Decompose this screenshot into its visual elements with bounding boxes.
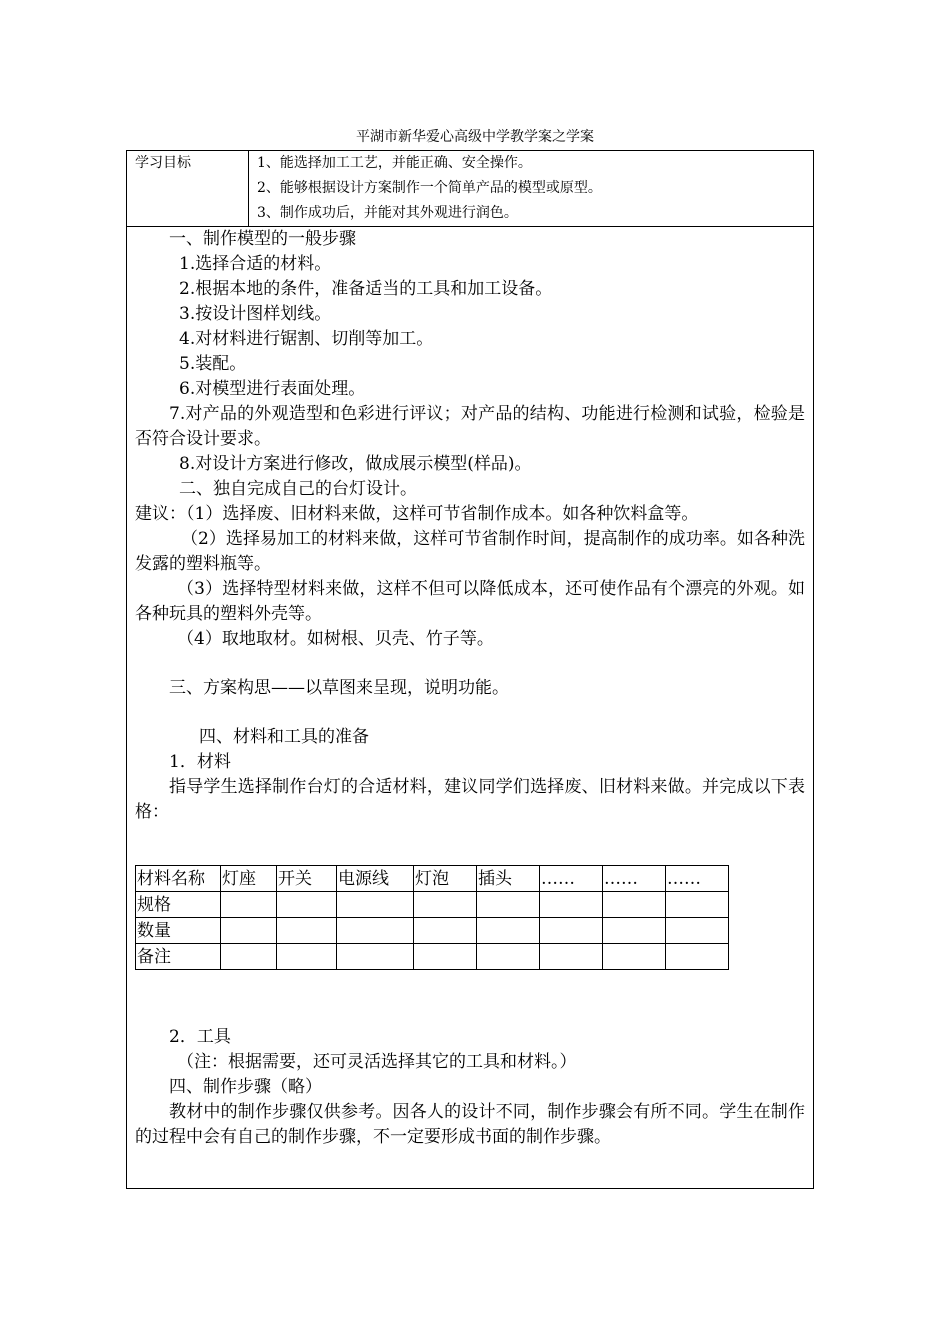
materials-text: 指导学生选择制作台灯的合适材料，建议同学们选择废、旧材料来做。并完成以下表格： [135,777,805,822]
table-cell[interactable] [540,918,603,944]
table-row [136,892,729,918]
table-cell[interactable] [477,918,540,944]
table-cell[interactable] [603,918,666,944]
table-cell[interactable] [666,918,729,944]
table-cell[interactable] [540,892,603,918]
objectives-label: 学习目标 [127,151,249,226]
table-cell[interactable] [666,892,729,918]
step-item: 4.对材料进行锯割、切削等加工。 [179,329,434,349]
table-cell[interactable] [414,944,477,970]
row-label: 备注 [136,944,221,970]
table-header-cell: 灯泡 [414,866,477,892]
step-item: 2.根据本地的条件，准备适当的工具和加工设备。 [179,279,553,299]
table-cell[interactable] [540,944,603,970]
table-row [136,944,729,970]
suggestion-item: （4）取地取材。如树根、贝壳、竹子等。 [177,629,494,649]
table-header-cell: …… [603,866,666,892]
table-header-cell: 电源线 [337,866,414,892]
table-cell[interactable] [603,892,666,918]
step-item: 1.选择合适的材料。 [179,254,332,274]
objective-item: 1、能选择加工工艺，并能正确、安全操作。 [257,155,532,171]
row-label: 规格 [136,892,221,918]
lesson-tail [135,1025,805,1150]
table-cell[interactable] [221,918,277,944]
suggestion-item: （3）选择特型材料来做，这样不但可以降低成本，还可使作品有个漂亮的外观。如各种玩具的塑料外壳等。 [135,579,805,624]
table-cell[interactable] [221,892,277,918]
objectives-list [249,151,813,226]
step-item: 6.对模型进行表面处理。 [179,379,366,399]
step-item: 7.对产品的外观造型和色彩进行评议；对产品的结构、功能进行检测和试验，检验是否符合设计要求。 [135,404,805,449]
table-cell[interactable] [277,892,337,918]
section3-heading: 三、方案构思——以草图来呈现，说明功能。 [169,678,509,698]
table-cell[interactable] [477,944,540,970]
section4-heading: 四、材料和工具的准备 [199,727,369,747]
materials-subheading: 1．材料 [169,752,231,772]
table-cell[interactable] [666,944,729,970]
section2-heading: 二、独自完成自己的台灯设计。 [179,479,417,499]
table-header-cell: 插头 [477,866,540,892]
page-title: 平湖市新华爱心高级中学教学案之学案 [356,129,594,145]
lesson-table [126,150,814,1189]
table-row [136,918,729,944]
tools-note: （注：根据需要，还可灵活选择其它的工具和材料。） [177,1052,577,1072]
table-header-cell: …… [540,866,603,892]
table-cell[interactable] [277,944,337,970]
table-cell[interactable] [337,944,414,970]
objective-item: 3、制作成功后，并能对其外观进行润色。 [257,205,518,221]
table-header-row [136,866,729,892]
table-cell[interactable] [414,892,477,918]
objective-item: 2、能够根据设计方案制作一个简单产品的模型或原型。 [257,180,602,196]
table-header-cell: 材料名称 [136,866,221,892]
suggestion-item: （2）选择易加工的材料来做，这样可节省制作时间，提高制作的成功率。如各种洗发露的塑料瓶等。 [135,529,805,574]
section5-text: 教材中的制作步骤仅供参考。因各人的设计不同，制作步骤会有所不同。学生在制作的过程中会有自己的制作步骤，不一定要形成书面的制作步骤。 [135,1102,805,1147]
table-cell[interactable] [414,918,477,944]
table-cell[interactable] [277,918,337,944]
materials-table [135,865,729,970]
table-cell[interactable] [337,918,414,944]
step-item: 3.按设计图样划线。 [179,304,332,324]
table-cell[interactable] [337,892,414,918]
table-cell[interactable] [477,892,540,918]
table-header-cell: …… [666,866,729,892]
lesson-body [135,227,805,825]
section5-heading: 四、制作步骤（略） [169,1077,322,1097]
step-item: 8.对设计方案进行修改，做成展示模型(样品)。 [179,454,532,474]
section1-heading: 一、制作模型的一般步骤 [169,229,356,249]
table-header-cell: 开关 [277,866,337,892]
tools-subheading: 2．工具 [169,1027,231,1047]
table-cell[interactable] [221,944,277,970]
table-cell[interactable] [603,944,666,970]
step-item: 5.装配。 [179,354,247,374]
suggestion-item: 建议：（1）选择废、旧材料来做，这样可节省制作成本。如各种饮料盒等。 [135,504,699,524]
row-label: 数量 [136,918,221,944]
table-header-cell: 灯座 [221,866,277,892]
